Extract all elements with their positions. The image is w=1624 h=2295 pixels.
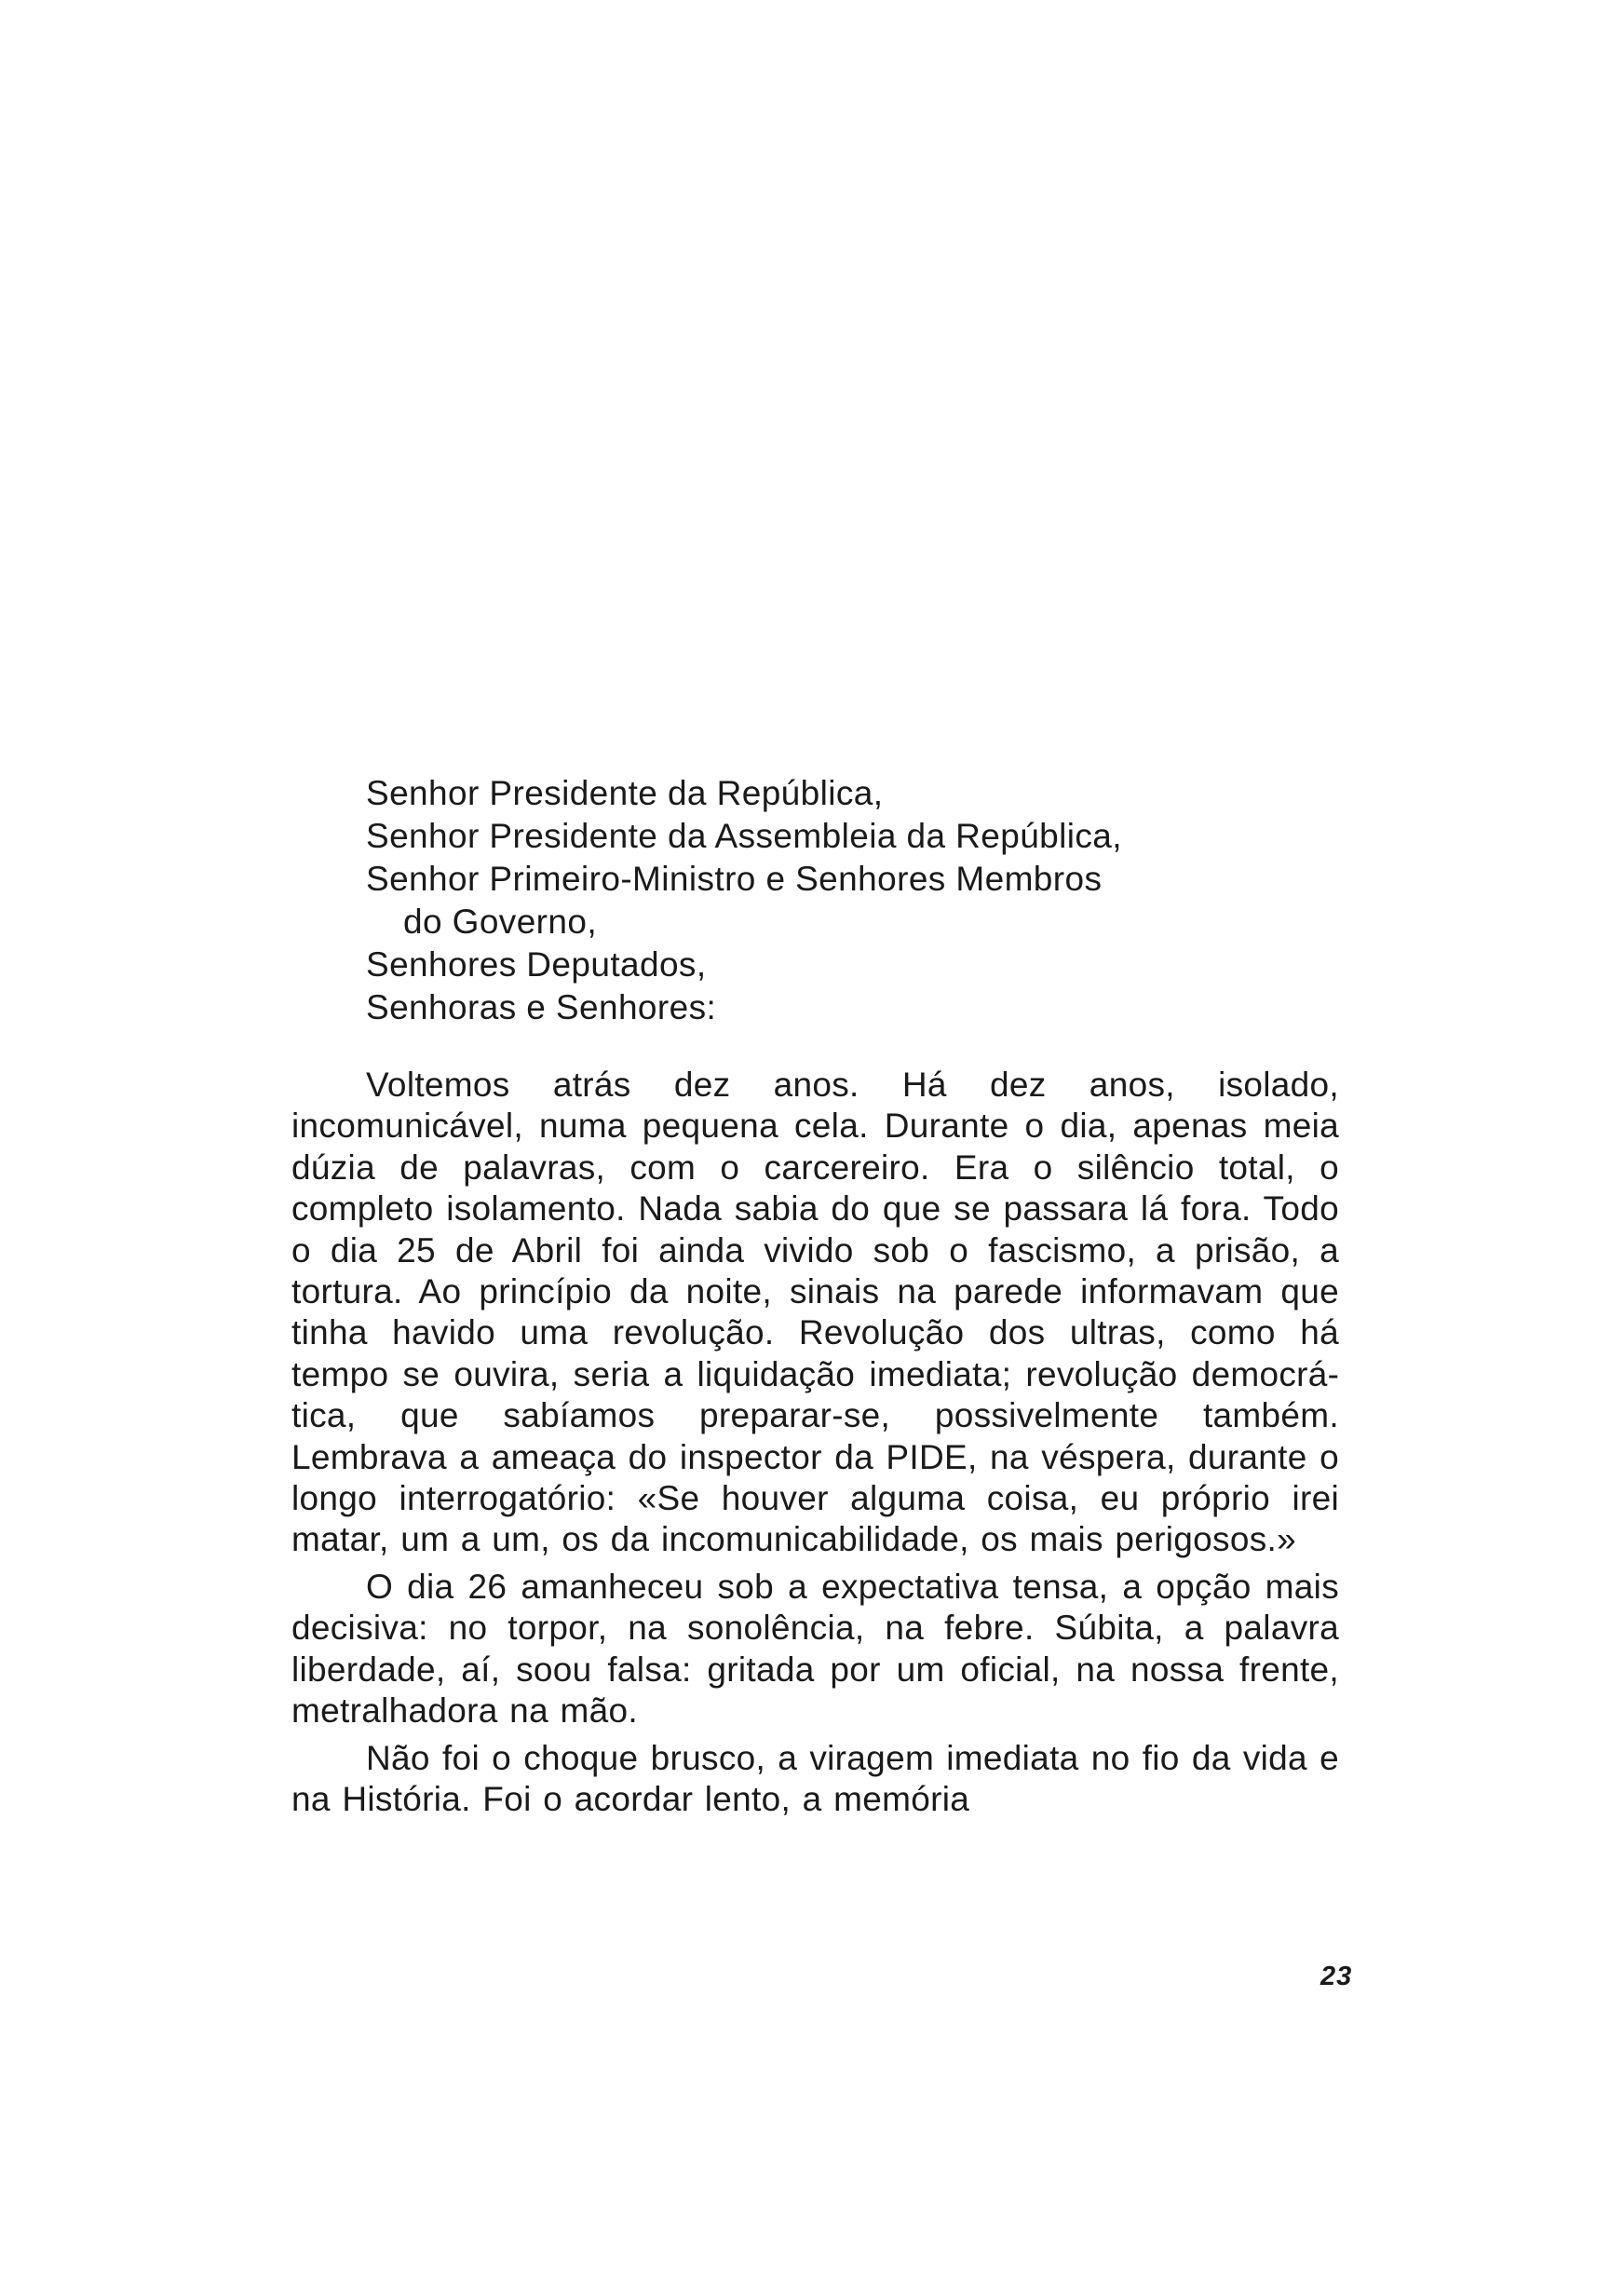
salutation-list [291,772,1339,1029]
salutation-line: do Governo, [403,903,598,941]
salutation-line: Senhor Primeiro-Ministro e Senhores Membros [366,860,1103,898]
body-paragraph: Não foi o choque brusco, a viragem imediata no fio da vida e na História. Foi o acordar lento, a memória [291,1738,1339,1818]
body-paragraph: O dia 26 amanheceu sob a expectativa tensa, a opção mais decisiva: no torpor, na sonolência, na febre. Súbita, a palavra liberdade, aí, soou falsa: gritada por um oficial, na nossa frente, metralhadora na mão. [291,1567,1339,1731]
body-paragraph: Voltemos atrás dez anos. Há dez anos, isolado, incomunicável, numa pequena cela. Durante o dia, apenas meia dúzia de palavras, com o carcereiro. Era o silêncio total, o completo isolamento. Nada sabia do que se passara lá fora. Todo o dia 25 de Abril foi ainda vivido sob o fascismo, a prisão, a tortura. Ao princípio da noite, sinais na parede informavam que tinha havido uma revolução. Revolução dos ultras, como há tempo se ouvira, seria a liquidação imediata; revolução democrática, que sabíamos preparar-se, possivelmente também. Lembrava a ameaça do inspector da PIDE, na véspera, durante o longo interrogatório: «Se houver alguma coisa, eu próprio irei matar, um a um, os da incomunicabilidade, os mais perigosos.» [291,1066,1339,1559]
salutation-line: Senhor Presidente da República, [366,774,884,812]
salutation-line: Senhor Presidente da Assembleia da República, [366,817,1122,855]
page-number: 23 [1320,1962,1353,1991]
speech-text [291,772,1339,1820]
salutation-line: Senhores Deputados, [366,945,707,984]
salutation-line: Senhoras e Senhores: [366,988,717,1026]
